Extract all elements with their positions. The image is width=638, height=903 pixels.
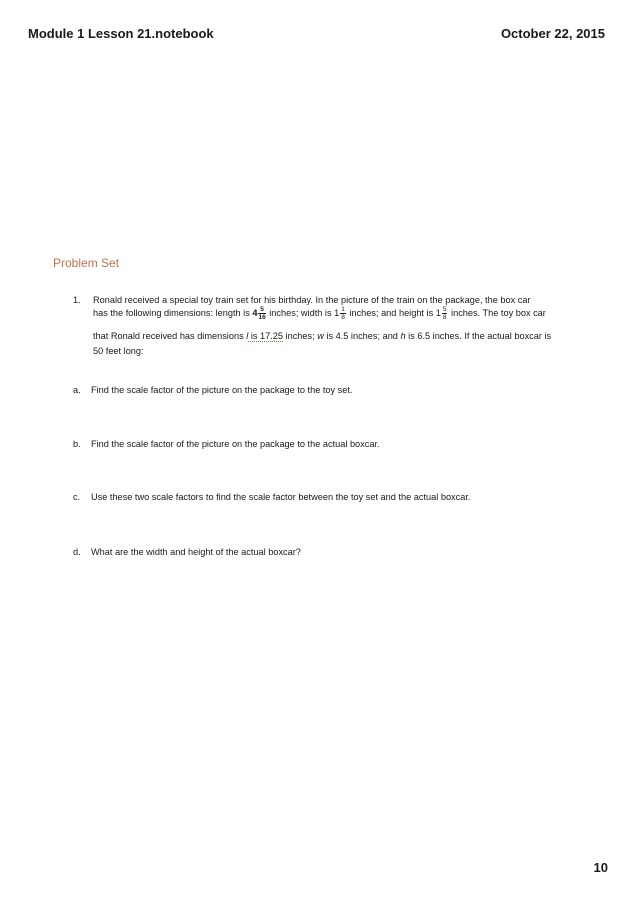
length-whole: 4	[252, 308, 258, 318]
problem-set-title: Problem Set	[53, 256, 120, 270]
height-whole: 1	[435, 308, 441, 318]
header-title: Module 1 Lesson 21.notebook	[28, 26, 214, 41]
problem-number: 1.	[73, 295, 81, 305]
header-date: October 22, 2015	[500, 26, 605, 41]
width-whole: 1	[334, 308, 340, 318]
question-c: c. Use these two scale factors to find the scale factor between the toy set and the actual boxcar.	[73, 492, 471, 502]
length-value: is 17.25	[248, 331, 283, 341]
problem-line-3: that Ronald received has dimensions l is 17.25 inches; w is 4.5 inches; and h is 6.5 inches. If the actual boxcar is	[93, 331, 552, 341]
problem-line-1: Ronald received a special toy train set for his birthday. In the picture of the train on the package, the box car	[93, 295, 531, 305]
question-a: a. Find the scale factor of the picture on the package to the toy set.	[73, 385, 353, 395]
length-fraction: $\frac{5}{16}$	[258, 306, 266, 322]
problem-line-4: 50 feet long:	[93, 346, 144, 356]
question-d: d. What are the width and height of the actual boxcar?	[73, 547, 301, 557]
question-b: b. Find the scale factor of the picture on the package to the actual boxcar.	[73, 439, 380, 449]
problem-line-2: has the following dimensions: length is 4 $\frac{5}{16}$ inches; width is 1 $\frac{1}{8}$ inches; and height is 1 $\frac{5}{8}$ inches. The toy box car	[93, 306, 546, 322]
height-fraction: $\frac{5}{8}$	[442, 306, 447, 322]
width-fraction: $\frac{1}{8}$	[341, 306, 345, 322]
page-number: 10	[593, 860, 608, 875]
